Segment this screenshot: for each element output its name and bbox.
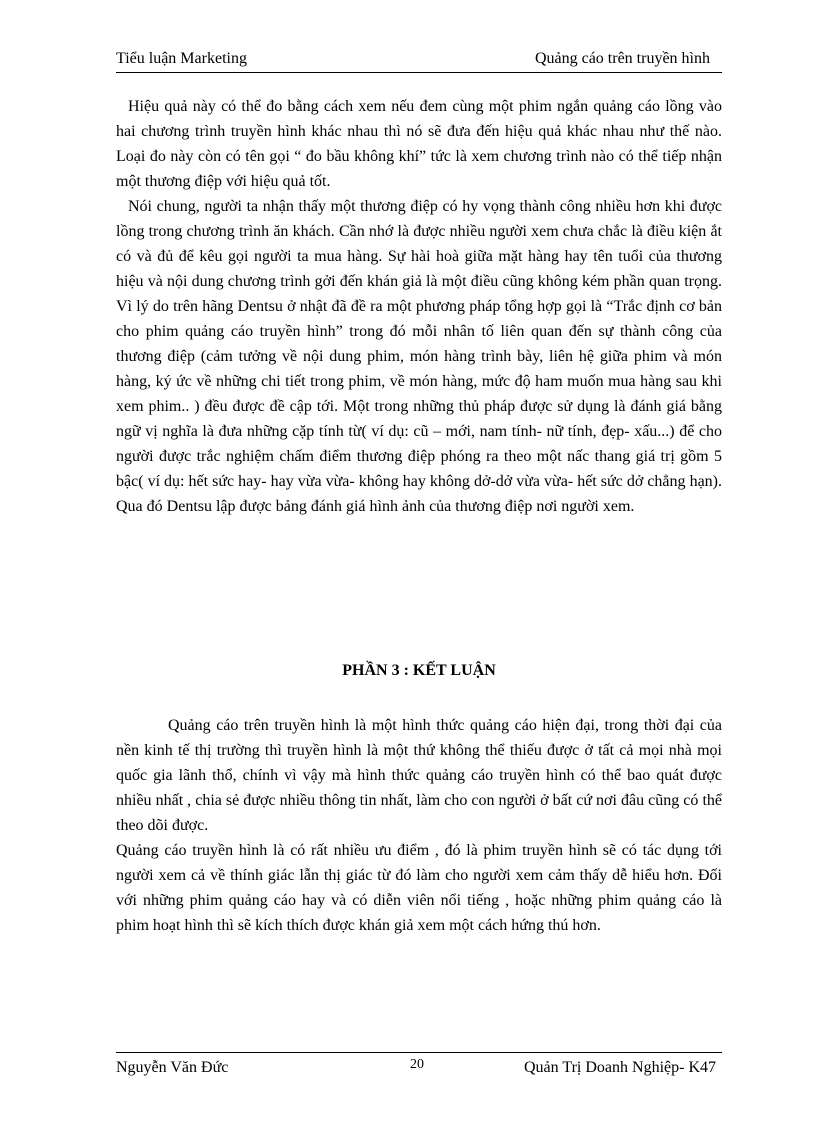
footer-author: Nguyễn Văn Đức	[116, 1059, 229, 1076]
footer-department: Quản Trị Doanh Nghiệp- K47	[524, 1059, 716, 1076]
conclusion-paragraph-2: Quảng cáo truyền hình là có rất nhiều ưu điểm , đó là phim truyền hình sẽ có tác dụng tới người xem cả về thính giác lẫn thị giác từ đó làm cho người xem cảm thấy dễ hiểu hơn. Đối với những phim quảng cáo hay và có diễn viên nổi tiếng , hoặc những phim quảng cáo là phim hoạt hình thì sẽ kích thích được khán giả xem một cách hứng thú hơn.	[116, 842, 722, 934]
body-paragraph-1: Hiệu quả này có thể đo bằng cách xem nếu đem cùng một phim ngắn quảng cáo lồng vào hai chương trình truyền hình khác nhau thì nó sẽ đưa đến hiệu quả khác nhau như thế nào. Loại đo này còn có tên gọi “ đo bầu không khí” tức là xem chương trình nào có thể tiếp nhận một thương điệp với hiệu quả tốt.	[116, 98, 722, 190]
page-footer	[116, 1052, 722, 1079]
header-topic-title: Quảng cáo trên truyền hình	[534, 50, 710, 67]
conclusion-body	[116, 713, 722, 938]
page-header	[116, 48, 722, 73]
conclusion-paragraph-1: Quảng cáo trên truyền hình là một hình thức quảng cáo hiện đại, trong thời đại của nền kinh tế thị trường thì truyền hình là một thứ không thể thiếu được ở tất cả mọi nhà mọi quốc gia lãnh thổ, chính vì vậy mà hình thức quảng cáo truyền hình có thể bao quát được nhiều nhất , chia sẻ được nhiều thông tin nhất, làm cho con người ở bất cứ nơi đâu cũng có thể theo dõi được.	[116, 717, 722, 834]
header-course-title: Tiểu luận Marketing	[116, 50, 247, 67]
main-body	[116, 94, 722, 519]
body-paragraph-2: Nói chung, người ta nhận thấy một thương điệp có hy vọng thành công nhiều hơn khi được lồng trong chương trình ăn khách. Cần nhớ là được nhiều người xem chưa chắc là điều kiện ắt có và đủ để kêu gọi người ta mua hàng. Sự hài hoà giữa mặt hàng hay tên tuổi của thương hiệu và nội dung chương trình gởi đến khán giả là một điều cũng không kém phần quan trọng. Vì lý do trên hãng Dentsu ở nhật đã đề ra một phương pháp tổng hợp gọi là “Trắc định cơ bản cho phim quảng cáo truyền hình” trong đó mỗi nhân tố liên quan đến sự thành công của thương điệp (cảm tưởng về nội dung phim, món hàng trình bày, liên hệ giữa phim và món hàng, ký ức về những chi tiết trong phim, về món hàng, mức độ ham muốn mua hàng sau khi xem phim.. ) đều được đề cập tới. Một trong những thủ pháp được sử dụng là đánh giá bằng ngữ vị nghĩa là đưa những cặp tính từ( ví dụ: cũ – mới, nam tính- nữ tính, đẹp- xấu...) để cho người được trắc nghiệm chấm điểm thương điệp phóng ra theo một nấc thang giá trị gồm 5 bậc( ví dụ: hết sức hay- hay vừa vừa- không hay không dở-dở vừa vừa- hết sức dở chẳng hạn). Qua đó Dentsu lập được bảng đánh giá hình ảnh của thương điệp nơi người xem.	[116, 198, 722, 515]
footer-page-number: 20	[410, 1057, 424, 1072]
section-heading: PHẦN 3 : KẾT LUẬN	[342, 662, 496, 679]
